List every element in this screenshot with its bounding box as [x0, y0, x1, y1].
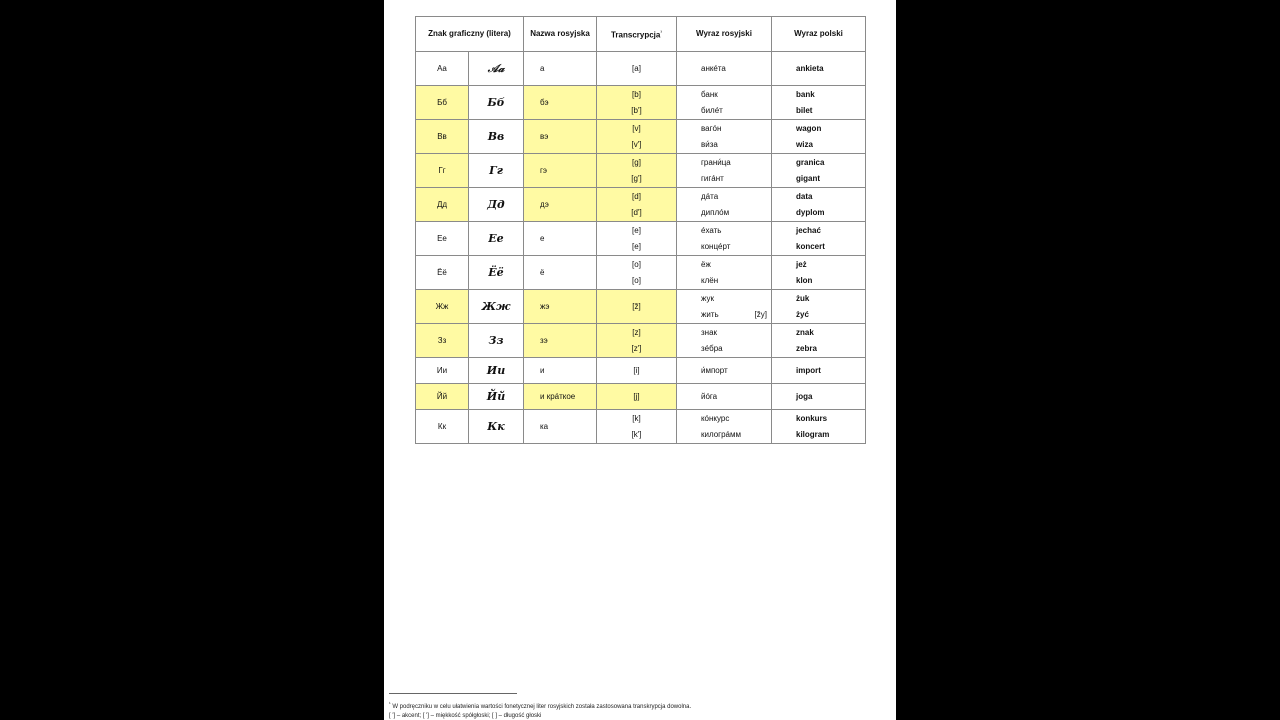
table-row — [416, 256, 866, 290]
transcription-text: [o] — [632, 259, 641, 269]
polish-word: granica — [796, 157, 825, 167]
footnote: $^{^1}$ W podręczniku w celu ułatwienia wartości fonetycznej liter rosyjskich została zastosowana transkrypcja dowolna. [ '] – akcent; [ '] – miękkość spółgłoski; [ ] – długość głoski — [389, 701, 692, 719]
transcription-text: [i] — [633, 365, 640, 375]
polish-word: znak — [796, 327, 814, 337]
russian-word: дáта — [701, 191, 719, 201]
transcription-cell — [597, 358, 677, 384]
russian-word-cell — [677, 290, 772, 324]
russian-word: грани́ца — [701, 157, 731, 167]
header-name: Nazwa rosyjska — [524, 17, 597, 52]
polish-word: klon — [796, 275, 813, 285]
name-cell: вэ — [524, 120, 597, 154]
russian-word-cell — [677, 86, 772, 120]
table-row — [416, 52, 866, 86]
polish-word: data — [796, 191, 813, 201]
russian-word: диплóм — [701, 207, 730, 217]
polish-word: jechać — [796, 225, 821, 235]
handwritten-cell: Бб — [469, 86, 524, 120]
russian-word-cell — [677, 256, 772, 290]
polish-word: kilogram — [796, 429, 830, 439]
russian-word: жук — [701, 293, 714, 303]
russian-word: вагóн — [701, 123, 722, 133]
russian-word: и́мпорт — [701, 365, 728, 375]
letter-cell: Ее — [416, 222, 469, 256]
table-row — [416, 358, 866, 384]
russian-word: гигáнт — [701, 173, 724, 183]
polish-word-cell — [772, 290, 866, 324]
russian-word: ви́за — [701, 139, 718, 149]
polish-word: import — [796, 365, 821, 375]
handwritten-cell: Гг — [469, 154, 524, 188]
transcription-text: [k'] — [631, 429, 642, 439]
table-row — [416, 384, 866, 410]
transcription-text: [d'] — [631, 207, 642, 217]
transcription-text: [e] — [632, 241, 641, 251]
handwritten-cell: 𝒜𝒶 — [469, 52, 524, 86]
transcription-cell — [597, 154, 677, 188]
name-cell: и — [524, 358, 597, 384]
russian-word-cell — [677, 120, 772, 154]
transcription-cell — [597, 324, 677, 358]
pronunciation-note: [žy] — [754, 309, 767, 319]
polish-word-cell — [772, 188, 866, 222]
polish-word: zebra — [796, 343, 817, 353]
russian-word-cell — [677, 384, 772, 410]
russian-word: концéрт — [701, 241, 731, 251]
polish-word: żyć — [796, 309, 809, 319]
polish-word: wiza — [796, 139, 813, 149]
name-cell: и крáткое — [524, 384, 597, 410]
polish-word-cell — [772, 86, 866, 120]
transcription-text: [b'] — [631, 105, 642, 115]
table-body — [416, 52, 866, 444]
header-row — [416, 17, 866, 52]
transcription-cell — [597, 86, 677, 120]
transcription-text: [a] — [632, 63, 641, 73]
transcription-cell — [597, 256, 677, 290]
document-page — [384, 0, 896, 720]
transcription-cell — [597, 188, 677, 222]
polish-word: dyplom — [796, 207, 825, 217]
transcription-text: [g] — [632, 157, 641, 167]
handwritten-cell: Вв — [469, 120, 524, 154]
russian-word: анкéта — [701, 63, 726, 73]
name-cell: жэ — [524, 290, 597, 324]
russian-word-cell — [677, 324, 772, 358]
russian-word-cell — [677, 52, 772, 86]
letter-cell: Ёё — [416, 256, 469, 290]
polish-word-cell — [772, 154, 866, 188]
handwritten-cell: Жж — [469, 290, 524, 324]
name-cell: ка — [524, 410, 597, 444]
transcription-cell — [597, 120, 677, 154]
header-russian-word: Wyraz rosyjski — [677, 17, 772, 52]
transcription-text: [z] — [632, 327, 641, 337]
alphabet-table — [415, 16, 866, 444]
footnote-rule — [389, 693, 517, 694]
polish-word: konkurs — [796, 413, 828, 423]
letter-cell: Дд — [416, 188, 469, 222]
name-cell: бэ — [524, 86, 597, 120]
transcription-cell — [597, 52, 677, 86]
transcription-cell — [597, 222, 677, 256]
letter-cell: Йй — [416, 384, 469, 410]
transcription-cell — [597, 384, 677, 410]
header-transcription: Transcrypcja$^{^1}$ — [597, 17, 677, 52]
handwritten-cell: Йй — [469, 384, 524, 410]
table-row — [416, 290, 866, 324]
table-row — [416, 324, 866, 358]
transcription-text: [v] — [632, 123, 641, 133]
polish-word-cell — [772, 52, 866, 86]
letter-cell: Бб — [416, 86, 469, 120]
russian-word-cell — [677, 188, 772, 222]
polish-word-cell — [772, 384, 866, 410]
transcription-cell — [597, 290, 677, 324]
russian-word: éхать — [701, 225, 722, 235]
name-cell: дэ — [524, 188, 597, 222]
handwritten-cell: Ии — [469, 358, 524, 384]
table-row — [416, 222, 866, 256]
transcription-text: [j] — [633, 391, 640, 401]
table-row — [416, 188, 866, 222]
table-row — [416, 410, 866, 444]
header-glyph: Znak graficzny (litera) — [416, 17, 524, 52]
polish-word: joga — [796, 391, 813, 401]
transcription-text: [v'] — [631, 139, 642, 149]
name-cell: a — [524, 52, 597, 86]
polish-word: gigant — [796, 173, 820, 183]
polish-word: bank — [796, 89, 815, 99]
russian-word-cell — [677, 154, 772, 188]
russian-word: килогрáмм — [701, 429, 741, 439]
russian-word: йóга — [701, 391, 718, 401]
polish-word-cell — [772, 256, 866, 290]
name-cell: зэ — [524, 324, 597, 358]
table-row — [416, 86, 866, 120]
name-cell: е — [524, 222, 597, 256]
polish-word-cell — [772, 358, 866, 384]
letter-cell: Ии — [416, 358, 469, 384]
letter-cell: Зз — [416, 324, 469, 358]
handwritten-cell: Зз — [469, 324, 524, 358]
table-row — [416, 120, 866, 154]
name-cell: гэ — [524, 154, 597, 188]
transcription-text: [d] — [632, 191, 641, 201]
transcription-text: [g'] — [631, 173, 642, 183]
russian-word: кóнкурс — [701, 413, 730, 423]
polish-word: koncert — [796, 241, 825, 251]
polish-word: jeż — [796, 259, 807, 269]
russian-word-cell — [677, 358, 772, 384]
letter-cell: Гг — [416, 154, 469, 188]
header-polish-word: Wyraz polski — [772, 17, 866, 52]
transcription-text: [b] — [632, 89, 641, 99]
transcription-text: [ž] — [632, 301, 641, 311]
russian-word: ёж — [701, 259, 711, 269]
letter-cell: Кк — [416, 410, 469, 444]
letter-cell: Aa — [416, 52, 469, 86]
polish-word-cell — [772, 324, 866, 358]
letter-cell: Вв — [416, 120, 469, 154]
russian-word-cell — [677, 222, 772, 256]
polish-word: żuk — [796, 293, 810, 303]
russian-word: зéбра — [701, 343, 723, 353]
table-row — [416, 154, 866, 188]
letter-cell: Жж — [416, 290, 469, 324]
polish-word-cell — [772, 222, 866, 256]
name-cell: ё — [524, 256, 597, 290]
transcription-text: [o] — [632, 275, 641, 285]
russian-word: билéт — [701, 105, 723, 115]
russian-word: знак — [701, 327, 718, 337]
handwritten-cell: Ёё — [469, 256, 524, 290]
handwritten-cell: Кк — [469, 410, 524, 444]
handwritten-cell: Ее — [469, 222, 524, 256]
russian-word: клён — [701, 275, 719, 285]
russian-word-cell — [677, 410, 772, 444]
polish-word-cell — [772, 120, 866, 154]
polish-word: ankieta — [796, 63, 824, 73]
polish-word: bilet — [796, 105, 813, 115]
polish-word: wagon — [796, 123, 822, 133]
transcription-text: [e] — [632, 225, 641, 235]
russian-word: банк — [701, 89, 718, 99]
polish-word-cell — [772, 410, 866, 444]
transcription-cell — [597, 410, 677, 444]
transcription-text: [z'] — [631, 343, 642, 353]
russian-word: жить [žy] — [701, 307, 767, 323]
handwritten-cell: Дд — [469, 188, 524, 222]
transcription-text: [k] — [632, 413, 641, 423]
